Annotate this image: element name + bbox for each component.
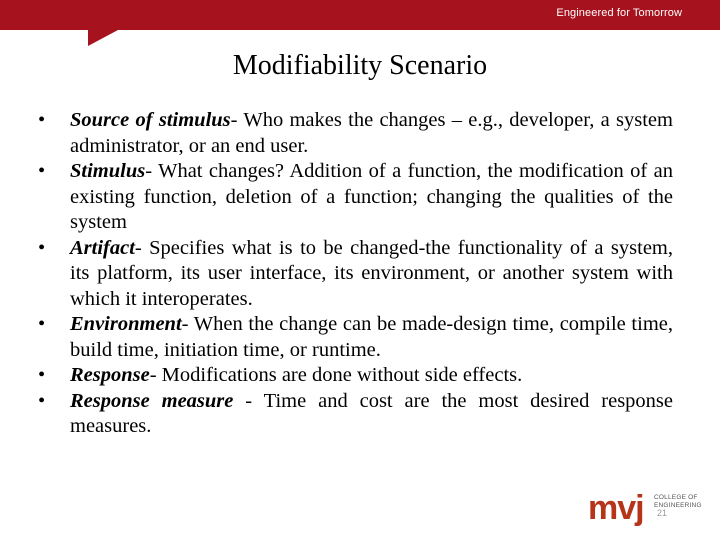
bullet-term: Response [70, 364, 150, 386]
bullet-item [38, 389, 673, 440]
bullet-term: Environment [70, 313, 182, 335]
bullet-dot: • [38, 236, 46, 259]
bullet-dot: • [38, 313, 46, 335]
bullet-term: Source of stimulus [70, 109, 231, 131]
bullet-item [38, 159, 673, 236]
bullet-term: Response measure [70, 389, 234, 412]
tagline: Engineered for Tomorrow [556, 7, 682, 19]
bullet-term: Artifact [70, 236, 135, 259]
bullet-text: - Modifications are done without side effects. [149, 364, 523, 386]
bullet-list [38, 108, 673, 440]
page-title: Modifiability Scenario [232, 50, 488, 81]
bullet-dot: • [38, 389, 46, 412]
bullet-text: - Specifies what is to be changed-the functionality of a system, its platform, its user interface, its environment, or another system with which it interoperates. [70, 236, 673, 310]
bullet-dot: • [38, 160, 46, 182]
bullet-item [38, 312, 673, 363]
college-logo [588, 488, 708, 532]
slide-number: 21 [657, 508, 668, 518]
bullet-text: - Who makes the changes – e.g., developer, a system administrator, or an end user. [70, 109, 673, 157]
bullet-item [38, 108, 673, 159]
bullet-dot: • [38, 364, 46, 386]
bullet-dot: • [38, 109, 46, 131]
bullet-item [38, 363, 673, 389]
logo-wordmark: mvj [588, 489, 644, 527]
logo-subtitle: COLLEGE OF ENGINEERING [654, 494, 702, 509]
bullet-text: - When the change can be made-design time, compile time, build time, initiation time, or runtime. [70, 313, 673, 361]
bullet-text: - Time and cost are the most desired response measures. [70, 389, 674, 437]
bullet-item [38, 236, 673, 313]
bullet-text: - What changes? Addition of a function, the modification of an existing function, deletion of a function; changing the qualities of the system [70, 160, 673, 233]
bullet-term: Stimulus [70, 160, 146, 182]
